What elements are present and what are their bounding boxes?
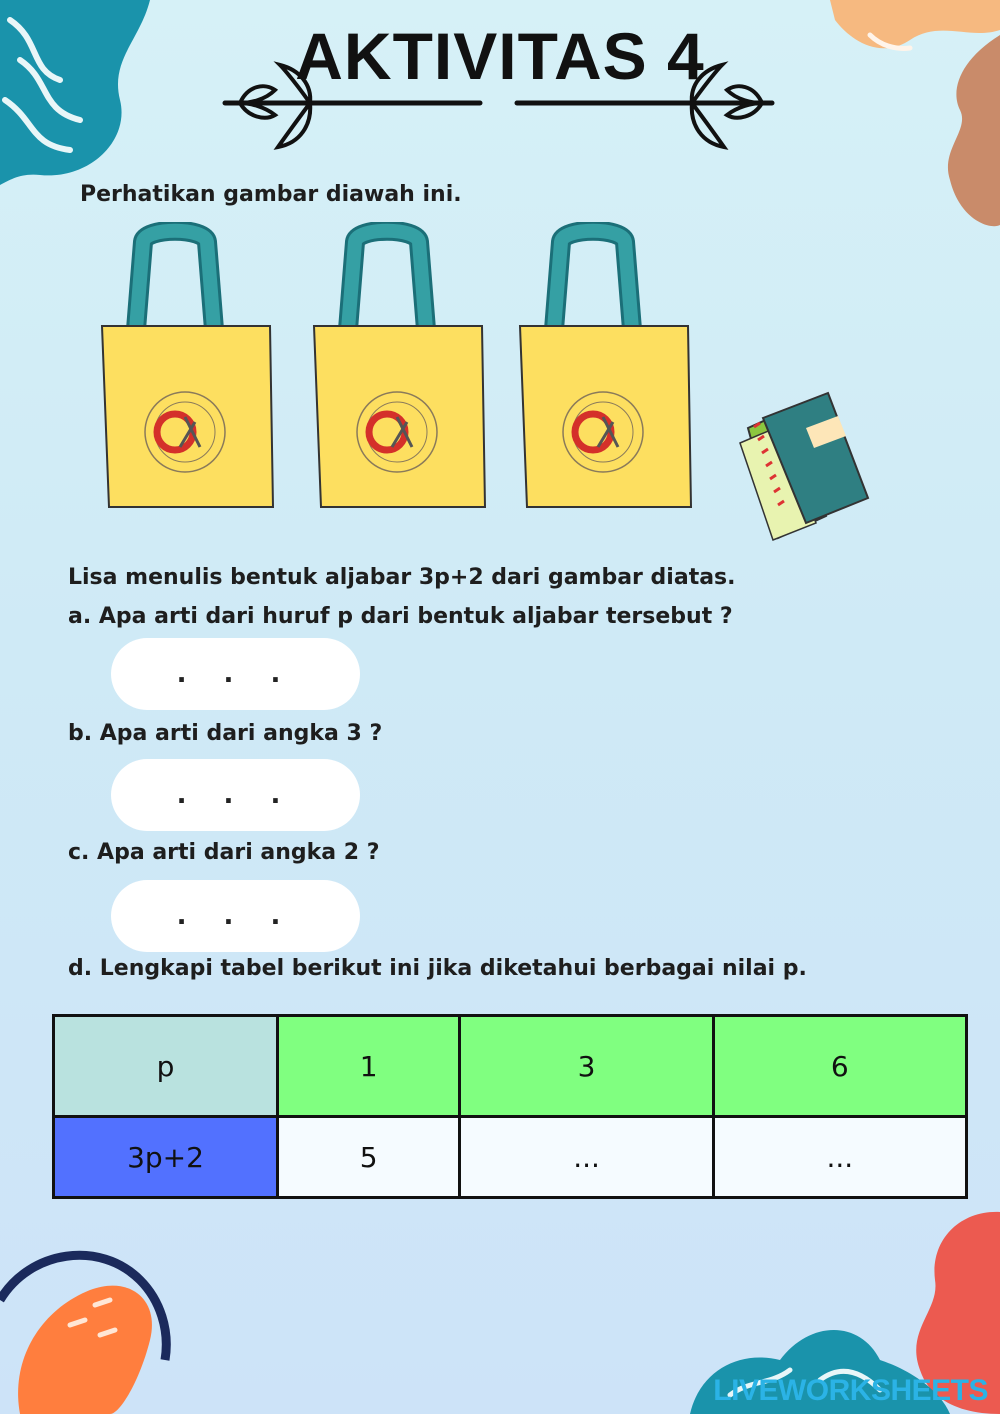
question-a: a. Apa arti dari huruf p dari bentuk aljabar tersebut ?	[68, 604, 733, 629]
answer-a-field[interactable]: . . .	[111, 638, 360, 710]
table-cell-answer-field[interactable]: ...	[460, 1117, 713, 1198]
question-b: b. Apa arti dari angka 3 ?	[68, 721, 383, 746]
table-cell-answer-field[interactable]: ...	[713, 1117, 966, 1198]
value-table	[52, 1014, 968, 1199]
leaf-branch-right-icon	[512, 55, 782, 155]
table-row	[54, 1117, 967, 1198]
page-title: AKTIVITAS 4	[295, 19, 705, 93]
table-cell-result-1: 5	[278, 1117, 460, 1198]
table-row	[54, 1016, 967, 1117]
table-cell-p-1: 1	[278, 1016, 460, 1117]
answer-c-field[interactable]: . . .	[111, 880, 360, 952]
answer-b-field[interactable]: . . .	[111, 759, 360, 831]
question-d: d. Lengkapi tabel berikut ini jika diketahui berbagai nilai p.	[68, 956, 807, 981]
table-cell-expression-label: 3p+2	[54, 1117, 278, 1198]
liveworksheets-logo[interactable]: LIVEWORKSHEETS	[713, 1374, 988, 1407]
tote-bag-icon	[102, 231, 273, 507]
notebooks-icon	[718, 388, 878, 548]
table-cell-p-3: 3	[460, 1016, 713, 1117]
problem-statement: Lisa menulis bentuk aljabar 3p+2 dari gambar diatas.	[68, 565, 736, 590]
bottom-left-blob	[0, 1255, 166, 1414]
table-cell-p-6: 6	[713, 1016, 966, 1117]
tote-bags-image	[95, 222, 705, 512]
table-cell-p-label: p	[54, 1016, 278, 1117]
question-c: c. Apa arti dari angka 2 ?	[68, 840, 380, 865]
instruction-text: Perhatikan gambar diawah ini.	[80, 182, 462, 207]
leaf-branch-left-icon	[220, 55, 490, 155]
